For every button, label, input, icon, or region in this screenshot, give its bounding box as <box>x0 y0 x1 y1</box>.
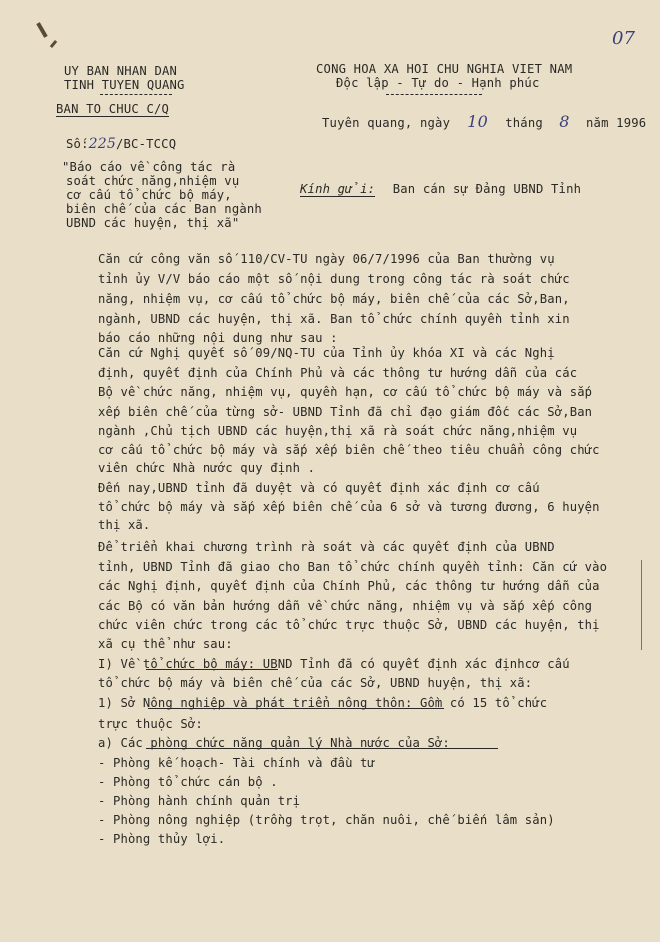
body-line: xếp biên chế của từng sở- UBND Tỉnh đã chỉ đạo giám đốc các Sở,Ban <box>98 405 593 419</box>
agency-name-line2: TINH TUYEN QUANG <box>64 78 185 92</box>
body-line: trực thuộc Sở: <box>98 717 203 731</box>
paper-edge <box>641 560 642 650</box>
list-heading: a) Các phòng chức năng quản lý Nhà nước của Sở: <box>98 736 450 750</box>
date-place: Tuyên quang, ngày <box>322 116 451 130</box>
heading-underline <box>146 669 278 670</box>
subject-line-4: biên chế của các Ban ngành <box>66 202 262 216</box>
staple-mark <box>50 40 57 48</box>
body-line: ngành ,Chủ tịch UBND các huyện,thị xã rà soát chức năng,nhiệm vụ <box>98 424 578 438</box>
national-slogan: Độc lập - Tự do - Hạnh phúc <box>336 76 540 90</box>
document-number <box>66 136 176 152</box>
number-value: 225 <box>88 136 116 152</box>
heading-underline <box>148 708 444 709</box>
body-line: tổ chức bộ máy và sắp xếp biên chế của 6 sở và tương đương, 6 huyện <box>98 500 600 514</box>
national-motto: CONG HOA XA HOI CHU NGHIA VIET NAM <box>316 62 573 76</box>
body-line: tỉnh ủy V/V báo cáo một số nội dung trong công tác rà soát chức <box>98 272 570 286</box>
body-line: tỉnh, UBND Tỉnh đã giao cho Ban tổ chức chính quyền tỉnh: Căn cứ vào <box>98 560 608 574</box>
list-item: - Phòng kế hoạch- Tài chính và đầu tư <box>98 756 376 770</box>
body-line: cơ cấu tổ chức bộ máy và sắp xếp biên chế theo tiêu chuẩn công chức <box>98 443 600 457</box>
date-line <box>322 112 646 131</box>
body-line: xã cụ thể như sau: <box>98 637 233 651</box>
subject-line-2: soát chức năng,nhiệm vụ <box>66 174 240 188</box>
heading-underline <box>146 748 498 749</box>
body-line: báo cáo những nội dung như sau : <box>98 331 338 345</box>
body-line: Đến nay,UBND tỉnh đã duyệt và có quyết định xác định cơ cấu <box>98 481 540 495</box>
subject-line-5: UBND các huyện, thị xã" <box>66 216 240 230</box>
body-line: Căn cứ Nghị quyết số 09/NQ-TU của Tỉnh ủy khóa XI và các Nghị <box>98 346 555 360</box>
list-item: - Phòng nông nghiệp (trồng trọt, chăn nuôi, chế biến lâm sản) <box>98 813 555 827</box>
body-line: Căn cứ công văn số 110/CV-TU ngày 06/7/1996 của Ban thường vụ <box>98 252 555 266</box>
body-line: thị xã. <box>98 518 151 532</box>
body-line: Bộ về chức năng, nhiệm vụ, quyền hạn, cơ cấu tổ chức bộ máy và sắp <box>98 385 593 399</box>
body-line: tổ chức bộ máy và biên chế của các Sở, UBND huyện, thị xã: <box>98 676 533 690</box>
recipient-name: Ban cán sự Đảng UBND Tỉnh <box>392 182 582 196</box>
department-name: BAN TO CHUC C/Q <box>56 102 170 116</box>
body-line: các Nghị định, quyết định của Chính Phủ, các thông tư hướng dẫn của <box>98 579 600 593</box>
staple-mark <box>36 22 47 38</box>
number-label: Số: <box>66 137 89 151</box>
list-item: - Phòng hành chính quản trị <box>98 794 301 808</box>
recipient-label: Kính gửi: <box>300 182 376 196</box>
number-suffix: /BC-TCCQ <box>115 137 177 151</box>
body-line: định, quyết định của Chính Phủ và các thông tư hướng dẫn của các <box>98 366 578 380</box>
subject-line-3: cơ cấu tổ chức bộ máy, <box>66 188 232 202</box>
list-item: - Phòng thủy lợi. <box>98 832 226 846</box>
header-divider <box>100 94 172 95</box>
list-item: - Phòng tổ chức cán bộ . <box>98 775 278 789</box>
page-number: 07 <box>612 28 635 49</box>
date-year: năm 1996 <box>586 116 647 130</box>
recipient-line <box>300 182 581 196</box>
body-line: năng, nhiệm vụ, cơ cấu tổ chức bộ máy, biên chế của các Sở,Ban, <box>98 292 570 306</box>
date-day: 10 <box>467 112 489 131</box>
subject-line-1: "Báo cáo về công tác rà <box>62 160 236 174</box>
body-line: chức viên chức trong các tổ chức trực thuộc Sở, UBND các huyện, thị <box>98 618 600 632</box>
body-line: các Bộ có văn bản hướng dẫn về chức năng, nhiệm vụ và sắp xếp công <box>98 599 593 613</box>
body-line: ngành, UBND các huyện, thị xã. Ban tổ chức chính quyền tỉnh xin <box>98 312 570 326</box>
body-line: viên chức Nhà nước quy định . <box>98 461 316 475</box>
date-month-label: tháng <box>505 116 543 130</box>
agency-name-line1: UY BAN NHAN DAN <box>64 64 178 78</box>
date-month: 8 <box>559 112 570 131</box>
body-line: Để triển khai chương trình rà soát và các quyết định của UBND <box>98 540 555 554</box>
subsection-heading: 1) Sở Nông nghiệp và phát triển nông thôn: Gồm có 15 tổ chức <box>98 696 548 710</box>
motto-divider <box>386 94 482 95</box>
section-heading: I) Về tổ chức bộ máy: UBND Tỉnh đã có quyết định xác địnhcơ cấu <box>98 657 570 671</box>
